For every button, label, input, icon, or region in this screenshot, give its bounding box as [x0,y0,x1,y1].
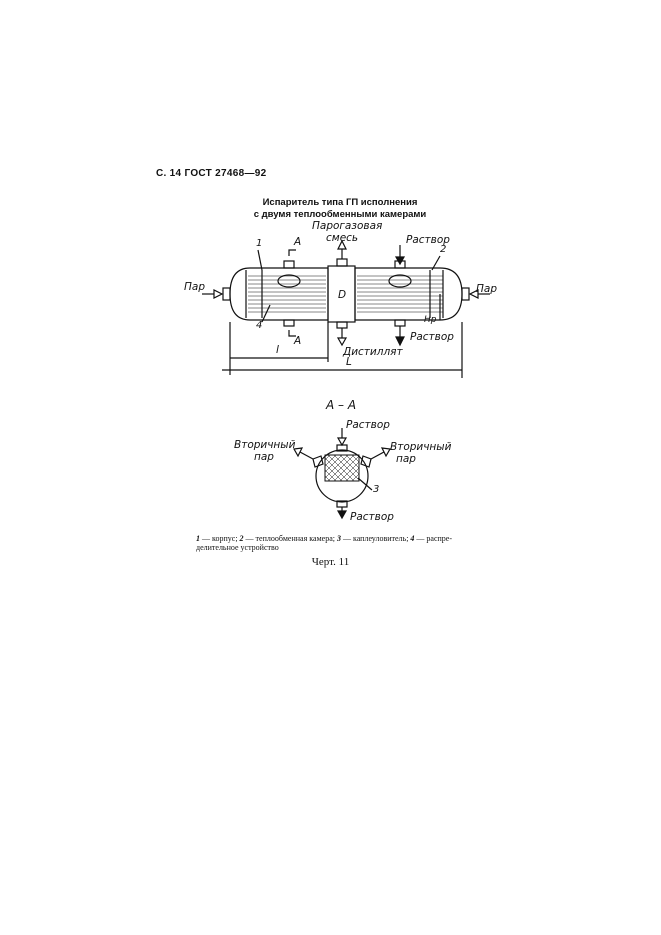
left-distributor [278,275,300,287]
figure-legend [196,534,496,552]
label-solution-top: Раствор [406,234,450,246]
label-section-a-bottom: А [294,335,302,347]
legend-text-2: — теплообменная камера; [243,534,337,543]
left-tube-bundle [248,276,326,312]
callout-2: 2 [440,244,447,255]
figure-label: Черт. 11 [311,556,350,568]
label-section-solution-out: Раствор [350,511,394,523]
label-section-solution-in: Раствор [346,419,390,431]
label-vapor-gas: Парогазовая [312,220,383,232]
droplet-separator [325,455,359,481]
label-section-a-top: А [294,236,302,248]
figure-title-line-1: Испаритель типа ГП исполнения [262,197,418,208]
legend-line-2: делительное устройство [196,543,279,552]
callout-4: 4 [256,320,263,331]
dimension-D: D [338,289,347,301]
label-secondary-right-2: пар [396,453,416,465]
page-header: С. 14 ГОСТ 27468—92 [156,168,267,179]
legend-text-4: — распре- [414,534,453,543]
callout-1: 1 [256,238,263,249]
dimension-L: L [346,356,352,368]
legend-num-2: 2 [239,534,244,543]
dimension-H: Нр [424,315,437,325]
legend-num-4: 4 [410,534,415,543]
legend-text-3: — каплеуловитель; [340,534,411,543]
dimension-l: l [276,344,279,356]
label-solution-bottom: Раствор [410,331,454,343]
label-secondary-left-1: Вторичный [234,439,296,451]
section-a-a [294,428,390,518]
legend-num-1: 1 [196,534,200,543]
legend-text-1: — корпус; [200,534,240,543]
callout-3: 3 [373,484,380,495]
section-shell [316,450,368,502]
section-title: А – А [326,398,357,412]
right-distributor [389,275,411,287]
figure-title-line-2: с двумя теплообменными камерами [253,209,427,220]
label-secondary-left-2: пар [254,451,274,463]
label-steam-left: Пар [184,281,205,293]
label-steam-right: Пар [476,283,497,295]
label-vapor-gas-2: смесь [326,232,359,244]
label-secondary-right-1: Вторичный [390,441,452,453]
legend-num-3: 3 [336,534,341,543]
label-distillate: Дистиллят [343,346,403,358]
